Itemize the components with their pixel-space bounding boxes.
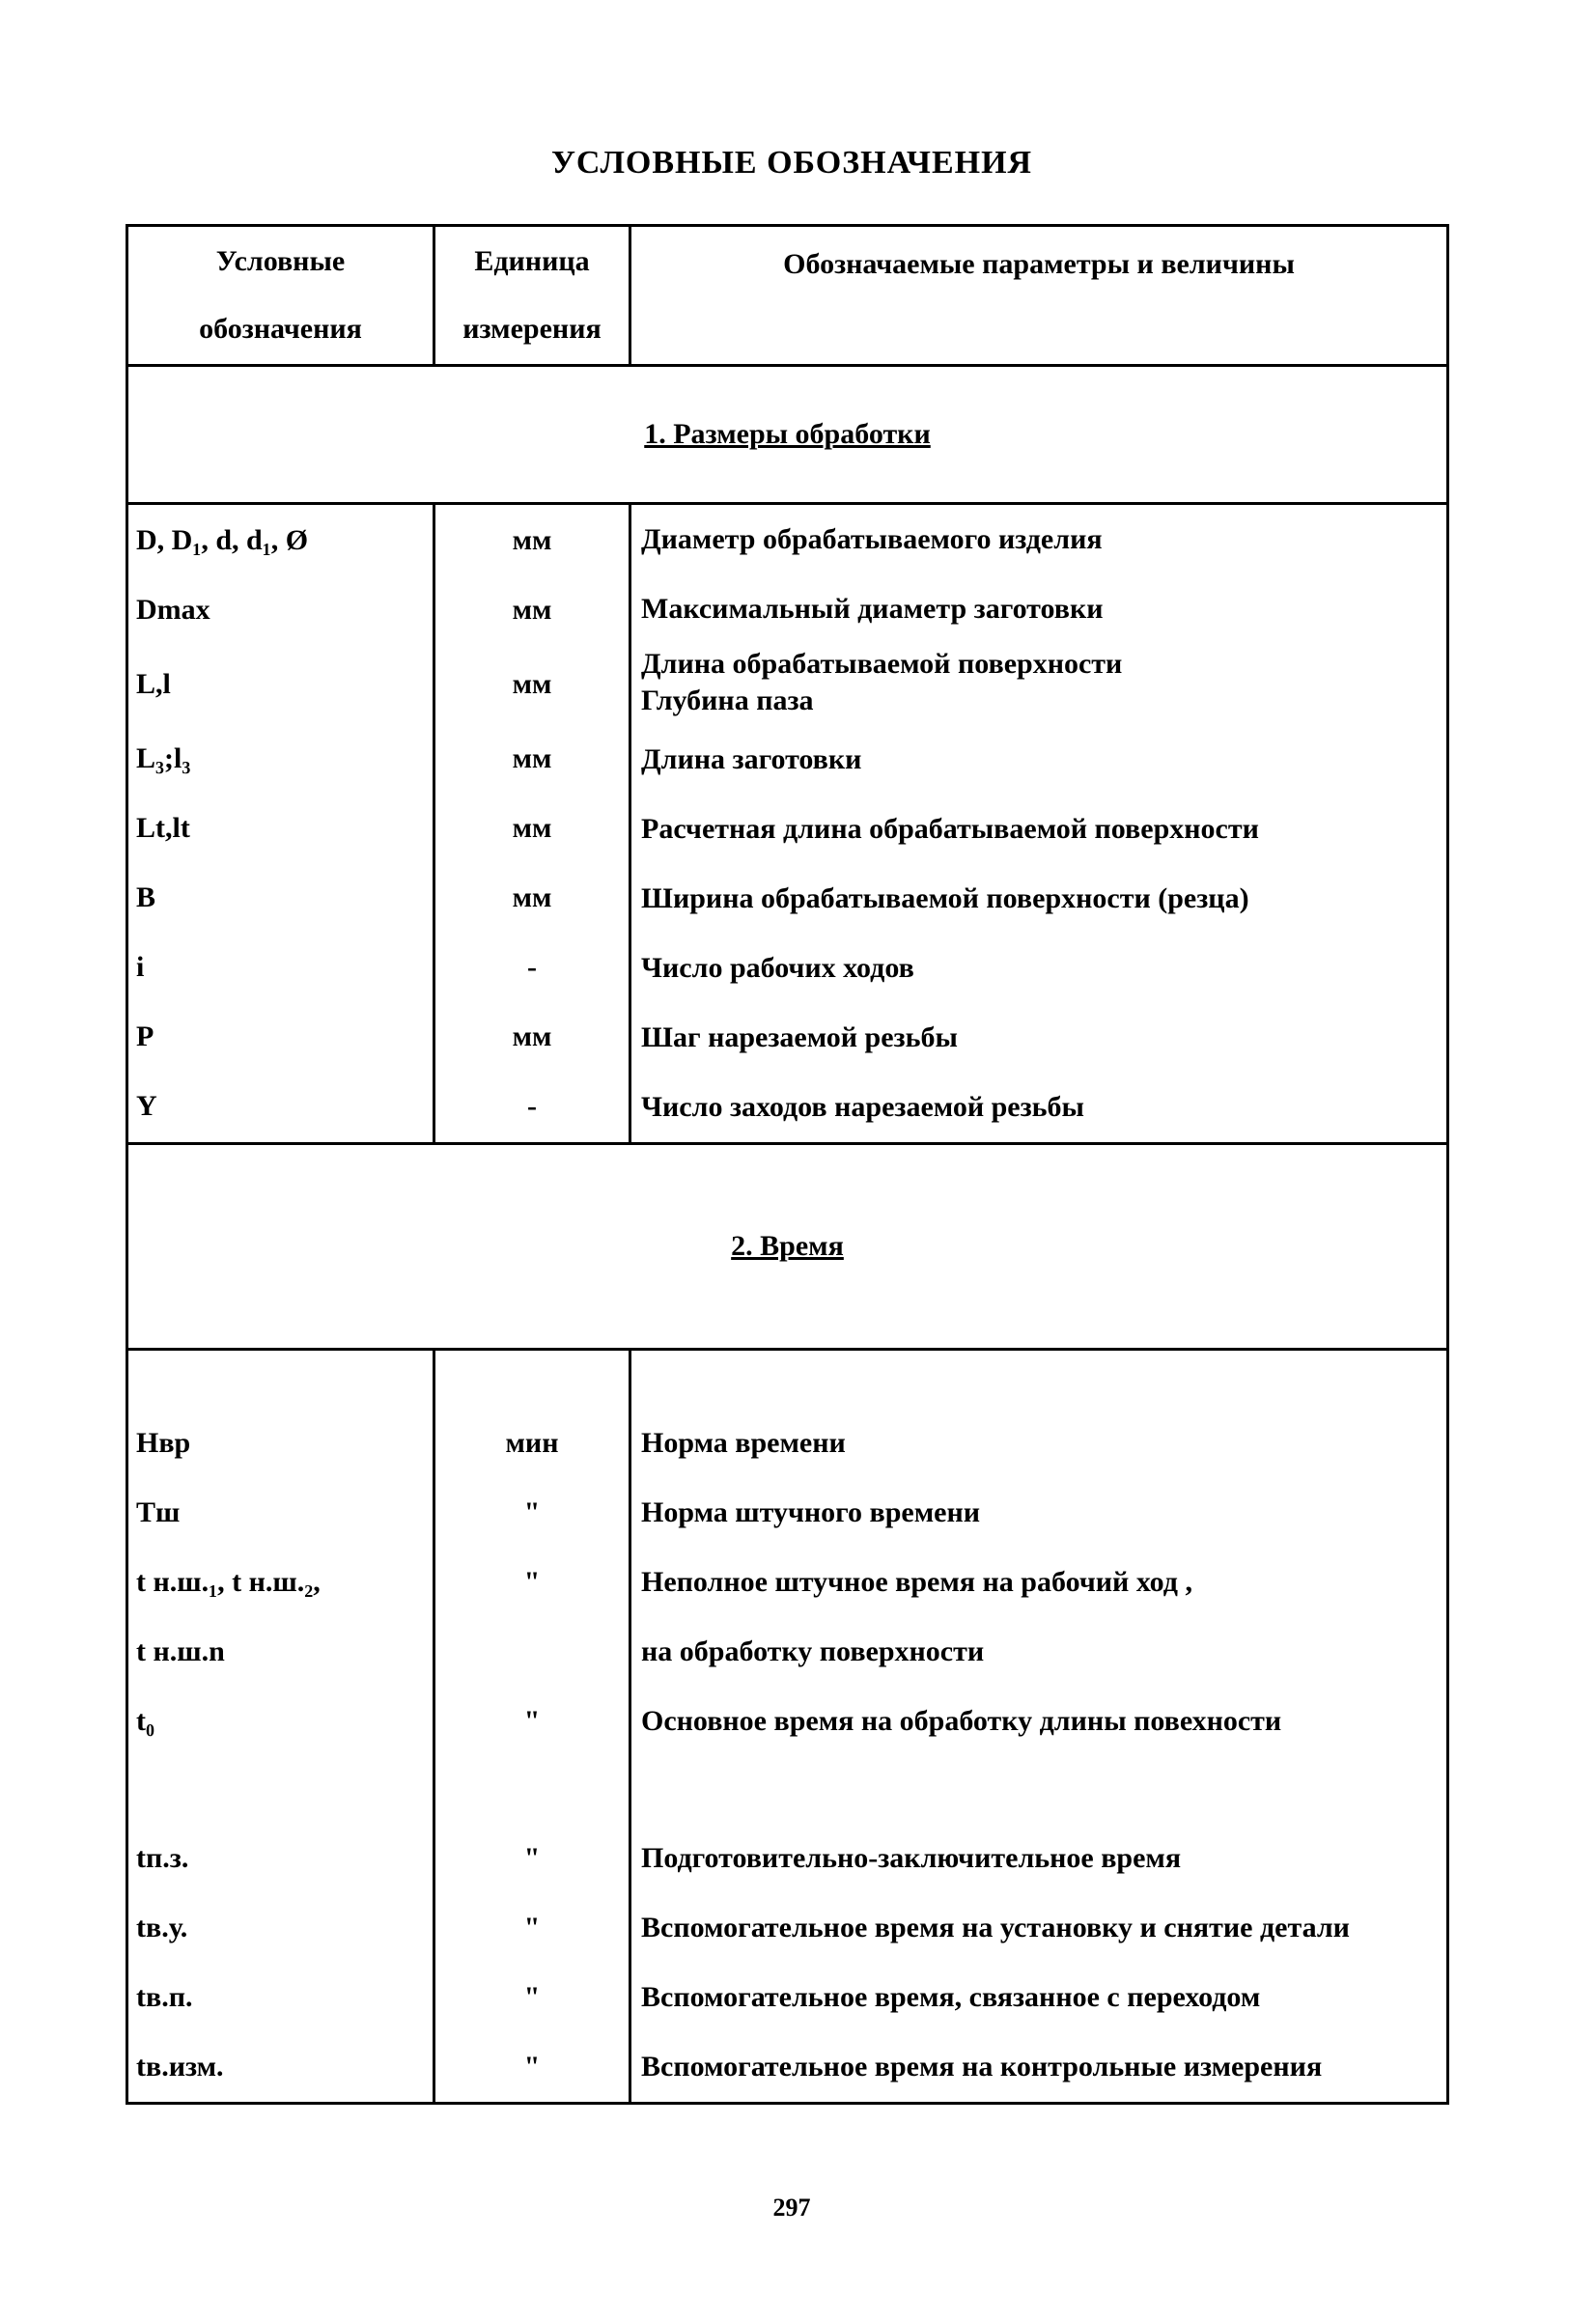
table-row-symbol: P (136, 1020, 154, 1052)
table-row-symbol: tв.изм. (136, 2051, 224, 2082)
table-row-description: на обработку поверхности (641, 1635, 985, 1667)
table-row-unit: мин (505, 1427, 559, 1459)
table-row-unit: - (527, 1090, 537, 1122)
section-body (127, 504, 1448, 1144)
table-row-description: Ширина обрабатываемой поверхности (резца) (641, 882, 1249, 914)
table-row-symbol: B (136, 881, 156, 913)
table-row-description: Диаметр обрабатываемого изделия (641, 523, 1103, 555)
table-row-description: Неполное штучное время на рабочий ход , (641, 1566, 1192, 1598)
table-row-symbol: Y (136, 1090, 157, 1122)
description-line2: Глубина паза (641, 685, 814, 716)
header-units-line2: измерения (462, 313, 602, 345)
table-row-unit: " (523, 1981, 541, 2013)
table-row-symbol: D, D₁, d, d₁, Ø (136, 524, 309, 556)
units-column (434, 1350, 630, 2104)
table-row-unit: мм (512, 524, 552, 556)
table-row-unit: мм (512, 594, 552, 626)
symbols-column (127, 504, 434, 1144)
section-header-row (127, 1144, 1448, 1350)
table-row-unit: мм (512, 881, 552, 913)
table-row-symbol: Lt,lt (136, 812, 190, 844)
table-row-unit: " (523, 1566, 541, 1598)
table-row-description: Число заходов нарезаемой резьбы (641, 1091, 1084, 1123)
descriptions-column (630, 1350, 1448, 2104)
table-row-unit: - (527, 951, 537, 983)
descriptions-column (630, 504, 1448, 1144)
table-row-description: Максимальный диаметр заготовки (641, 593, 1104, 625)
units-column (434, 504, 630, 1144)
section-body (127, 1350, 1448, 2104)
table-row-description: Норма штучного времени (641, 1496, 981, 1528)
table-row-symbol: tв.п. (136, 1981, 193, 2013)
table-row-symbol: tп.з. (136, 1842, 189, 1874)
table-row-description: Вспомогательное время на установку и снятие детали (641, 1912, 1350, 1943)
table-row-symbol: Dmax (136, 594, 210, 626)
table-row-unit: " (523, 2051, 541, 2082)
table-row-description: Шаг нарезаемой резьбы (641, 1021, 958, 1053)
table-row-symbol: L₃;l₃ (136, 742, 191, 774)
description-line1: Длина обрабатываемой поверхности (641, 648, 1123, 680)
table-row-unit: мм (512, 812, 552, 844)
table-row-description: Подготовительно-заключительное время (641, 1842, 1182, 1874)
table-row-unit (435, 1617, 629, 1687)
table-row-symbol: L,l (136, 668, 171, 700)
table-row-unit: " (523, 1705, 541, 1737)
table-row-unit: " (523, 1842, 541, 1874)
table-row-unit: мм (512, 1020, 552, 1052)
legend-table (126, 224, 1449, 2105)
table-header-row (127, 226, 1448, 366)
table-row-symbol: Тш (136, 1496, 181, 1528)
table-row-description (631, 644, 1446, 725)
table-row-unit: " (523, 1496, 541, 1528)
table-row-description: Норма времени (641, 1427, 846, 1459)
table-row-description: Расчетная длина обрабатываемой поверхности (641, 813, 1259, 845)
symbols-column (127, 1350, 434, 2104)
page-title: УСЛОВНЫЕ ОБОЗНАЧЕНИЯ (550, 145, 1033, 181)
header-description: Обозначаемые параметры и величины (630, 226, 1448, 366)
table-row-description: Вспомогательное время, связанное с переходом (641, 1981, 1261, 2013)
table-row-symbol: Нвр (136, 1427, 191, 1459)
table-row-symbol: tв.у. (136, 1912, 188, 1943)
table-row-description: Основное время на обработку длины повехности (641, 1705, 1282, 1737)
table-row-unit: " (523, 1912, 541, 1943)
table-row-description: Число рабочих ходов (641, 952, 914, 984)
table-row-symbol: t₀ (136, 1705, 154, 1737)
section-title: 1. Размеры обработки (644, 418, 931, 450)
header-units-line1: Единица (474, 245, 590, 277)
table-row-unit: мм (512, 668, 552, 700)
table-row-symbol: i (136, 951, 145, 983)
section-title: 2. Время (731, 1230, 844, 1262)
header-symbols-line2: обозначения (199, 313, 362, 345)
table-row-description: Длина заготовки (641, 743, 862, 775)
section-header-row (127, 366, 1448, 504)
table-row-description: Вспомогательное время на контрольные измерения (641, 2051, 1323, 2082)
table-row-symbol: t н.ш.₁, t н.ш.₂, (136, 1566, 321, 1598)
header-symbols-line1: Условные (215, 245, 346, 277)
table-row-unit: мм (512, 742, 552, 774)
header-symbols (127, 226, 434, 366)
page-number: 297 (772, 2194, 811, 2222)
header-units (434, 226, 630, 366)
table-row-symbol: t н.ш.n (136, 1635, 225, 1667)
